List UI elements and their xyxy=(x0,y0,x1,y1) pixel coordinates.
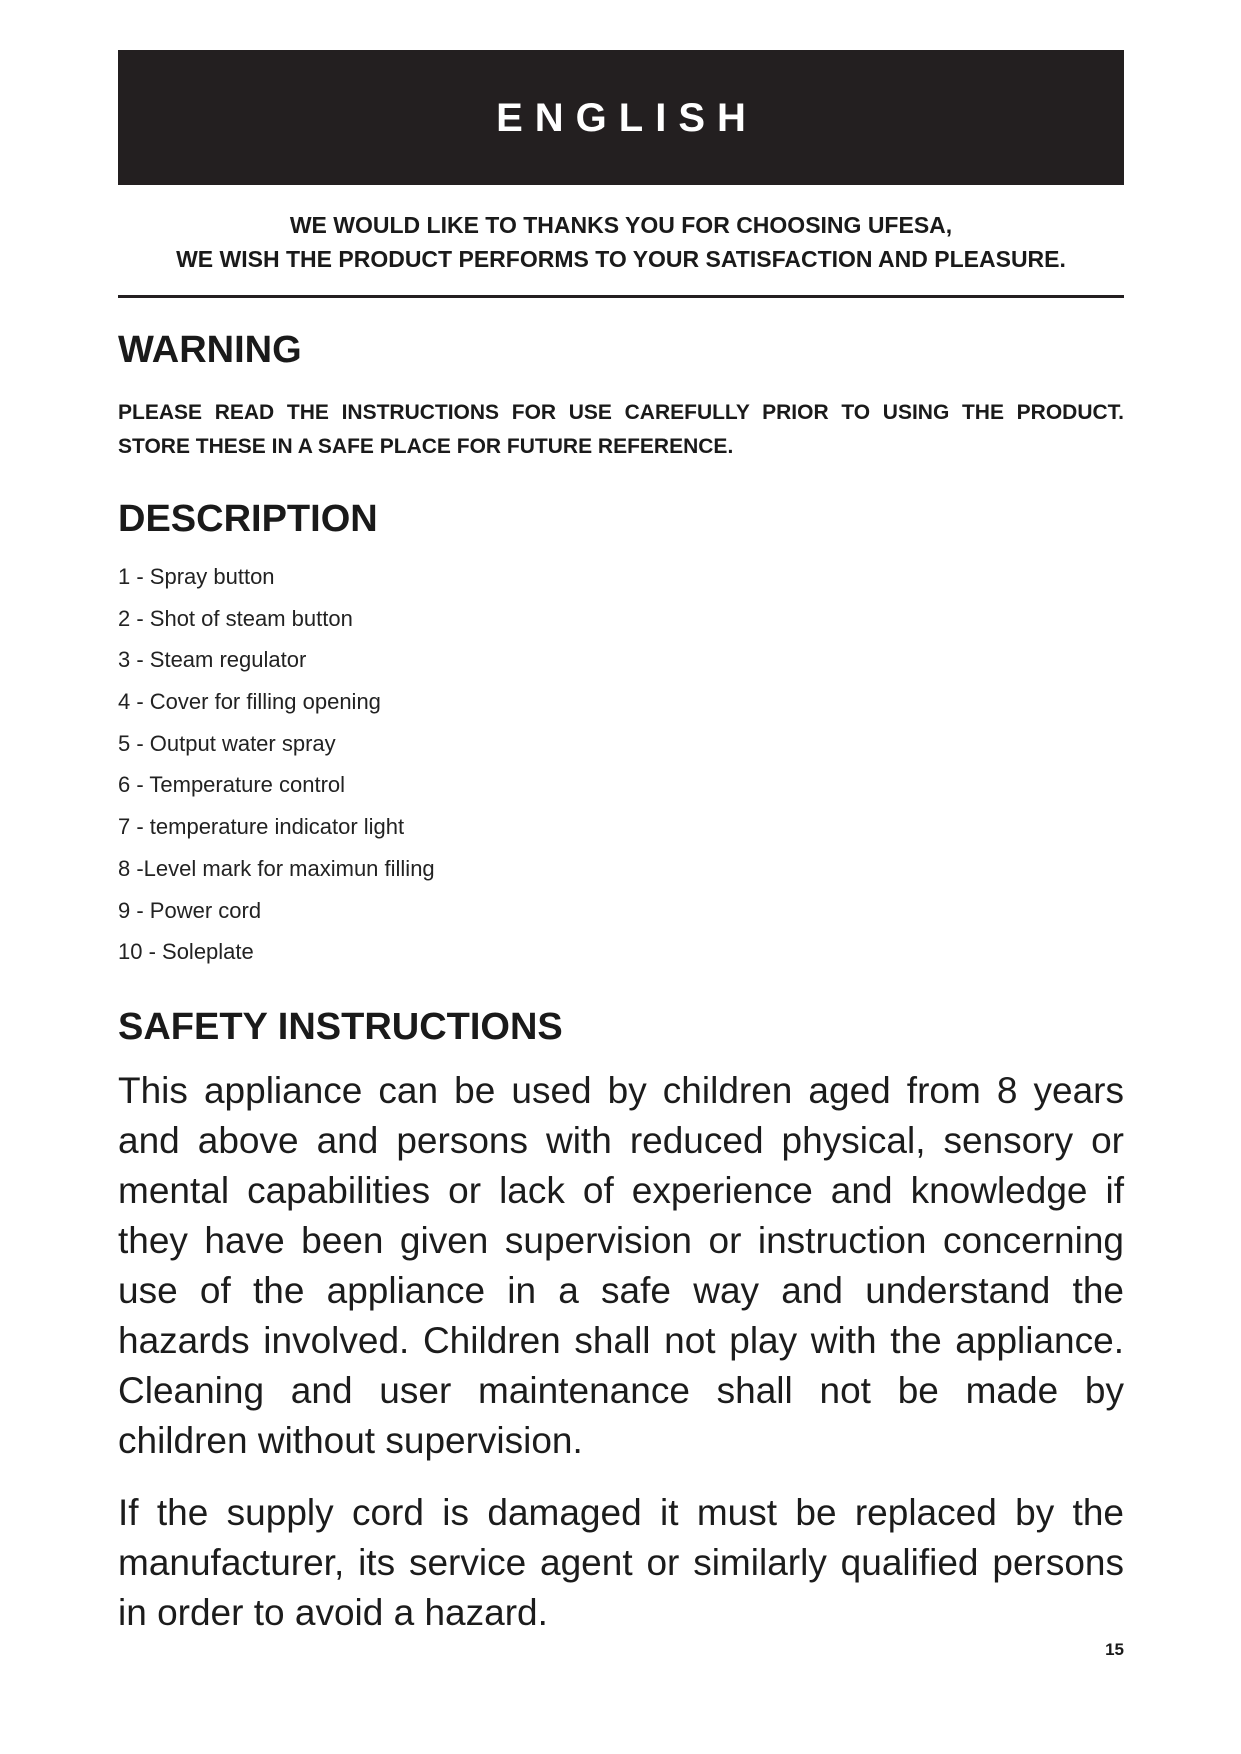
language-banner-label: ENGLISH xyxy=(496,96,758,140)
safety-paragraph-2: If the supply cord is damaged it must be replaced by the manufacturer, its service agent or similarly qualified persons in order to avoid a hazard. xyxy=(118,1492,1124,1633)
description-heading: DESCRIPTION xyxy=(118,498,378,540)
section-divider xyxy=(118,295,1124,298)
warning-text xyxy=(118,396,1124,464)
thanks-line-2: WE WISH THE PRODUCT PERFORMS TO YOUR SATISFACTION AND PLEASURE. xyxy=(176,246,1066,272)
description-item: 7 - temperature indicator light xyxy=(118,814,405,840)
description-item: 1 - Spray button xyxy=(118,564,275,589)
warning-line-1: PLEASE READ THE INSTRUCTIONS FOR USE CAREFULLY PRIOR TO USING THE PRODUCT. xyxy=(118,401,1124,424)
description-item: 10 - Soleplate xyxy=(118,939,254,965)
language-banner xyxy=(118,50,1124,185)
thanks-message xyxy=(118,208,1124,276)
safety-paragraph-1: This appliance can be used by children aged from 8 years and above and persons with reduced physical, sensory or mental capabilities or lack of experience and knowledge if they have been given supervision or instruction concerning use of the appliance in a safe way and understand the hazards involved. Children shall not play with the appliance. Cleaning and user maintenance shall not be made by children without supervision. xyxy=(118,1070,1124,1461)
safety-instructions xyxy=(118,1066,1124,1638)
warning-heading: WARNING xyxy=(118,329,302,371)
description-list xyxy=(118,556,435,973)
safety-heading: SAFETY INSTRUCTIONS xyxy=(118,1006,563,1048)
thanks-line-1: WE WOULD LIKE TO THANKS YOU FOR CHOOSING UFESA, xyxy=(289,212,953,238)
description-item: 5 - Output water spray xyxy=(118,730,336,756)
description-item: 6 - Temperature control xyxy=(118,772,346,798)
page-number: 15 xyxy=(1105,1640,1124,1659)
description-item: 3 - Steam regulator xyxy=(118,647,307,673)
description-item: 2 - Shot of steam button xyxy=(118,605,353,631)
warning-line-2: STORE THESE IN A SAFE PLACE FOR FUTURE REFERENCE. xyxy=(118,435,734,458)
description-item: 8 -Level mark for maximun filling xyxy=(118,855,435,881)
description-item: 4 - Cover for filling opening xyxy=(118,689,381,715)
description-item: 9 - Power cord xyxy=(118,897,262,923)
